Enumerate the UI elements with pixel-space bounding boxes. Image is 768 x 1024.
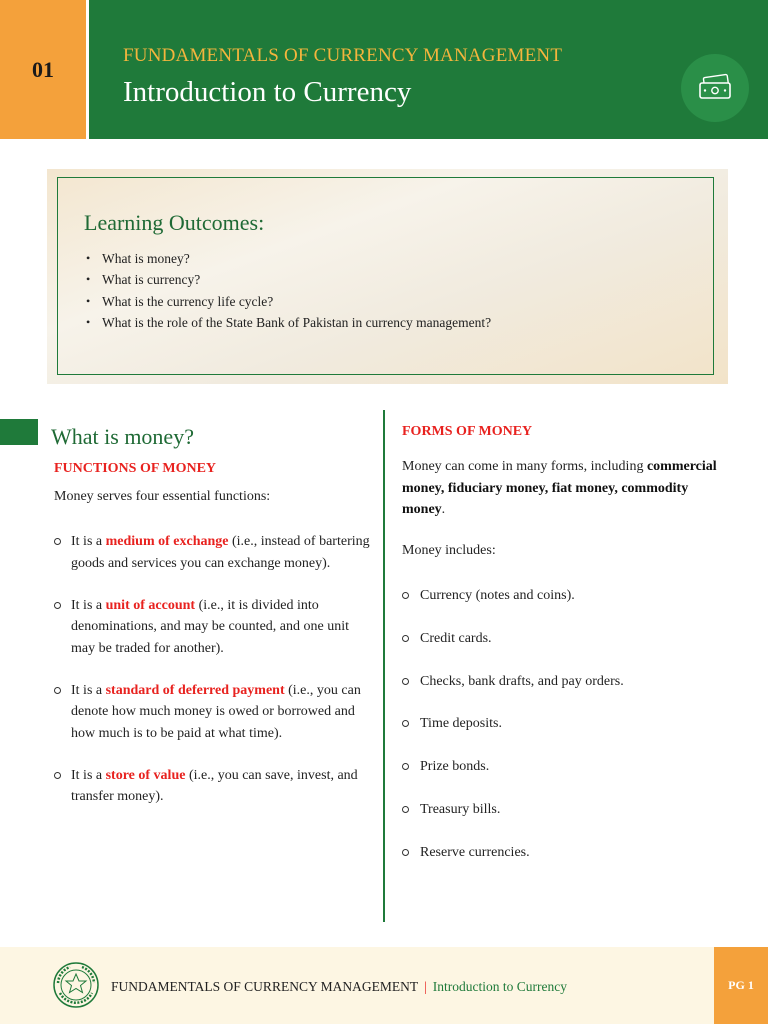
- function-term: standard of deferred payment: [105, 682, 285, 698]
- function-item: [54, 765, 370, 808]
- includes-item-text: Time deposits.: [420, 716, 502, 732]
- includes-item-text: Checks, bank drafts, and pay orders.: [420, 673, 624, 689]
- includes-list: [402, 585, 624, 885]
- forms-heading: FORMS OF MONEY: [402, 424, 533, 439]
- includes-item: [402, 756, 624, 799]
- circle-bullet-icon: [402, 592, 409, 599]
- footer-book-title: FUNDAMENTALS OF CURRENCY MANAGEMENT: [111, 979, 419, 994]
- state-bank-seal-icon: [52, 961, 100, 1009]
- header-subtitle: FUNDAMENTALS OF CURRENCY MANAGEMENT: [123, 45, 563, 66]
- page-number: PG 1: [728, 978, 754, 992]
- footer: [0, 947, 768, 1024]
- function-prefix: It is a: [71, 767, 106, 783]
- includes-item-text: Credit cards.: [420, 630, 492, 646]
- page-title: Introduction to Currency: [123, 76, 412, 108]
- function-description: (i.e., you can denote how much money is owed or borrowed and how much is to be paid at what time).: [71, 682, 361, 741]
- circle-bullet-icon: [54, 602, 61, 609]
- includes-item: [402, 585, 624, 628]
- function-description: (i.e., instead of bartering goods and services you can exchange money).: [71, 534, 370, 571]
- forms-intro-suffix: .: [441, 502, 446, 517]
- circle-bullet-icon: [402, 763, 409, 770]
- footer-chapter-title: Introduction to Currency: [432, 979, 567, 994]
- functions-heading: FUNCTIONS OF MONEY: [54, 461, 217, 476]
- forms-intro-prefix: Money can come in many forms, including: [402, 459, 647, 474]
- function-term: store of value: [105, 767, 186, 783]
- forms-list-bold: commercial money, fiduciary money, fiat money, commodity money: [402, 459, 717, 517]
- includes-item-text: Currency (notes and coins).: [420, 588, 575, 603]
- function-prefix: It is a: [71, 534, 106, 549]
- circle-bullet-icon: [402, 678, 409, 685]
- learning-outcome-item: • What is money?: [84, 248, 491, 269]
- function-item: [54, 680, 370, 745]
- functions-intro: Money serves four essential functions:: [54, 489, 271, 504]
- learning-outcomes-frame: [57, 177, 714, 375]
- includes-item: [402, 799, 624, 842]
- learning-outcomes-list: [84, 248, 491, 333]
- function-prefix: It is a: [71, 682, 106, 698]
- learning-outcome-item: • What is the role of the State Bank of Pakistan in currency management?: [84, 312, 491, 333]
- includes-item-text: Reserve currencies.: [420, 844, 530, 860]
- function-term: medium of exchange: [105, 534, 229, 549]
- header-band: [89, 0, 768, 139]
- circle-bullet-icon: [54, 538, 61, 545]
- function-term: unit of account: [105, 597, 196, 613]
- section-marker: [0, 419, 38, 445]
- includes-item-text: Prize bonds.: [420, 759, 490, 775]
- learning-outcomes-title: Learning Outcomes:: [84, 210, 265, 235]
- circle-bullet-icon: [402, 635, 409, 642]
- column-divider: [383, 410, 385, 922]
- learning-outcome-item: • What is the currency life cycle?: [84, 291, 491, 312]
- forms-intro: [402, 456, 722, 521]
- functions-list: [54, 531, 370, 828]
- function-description: (i.e., you can save, invest, and transfer money).: [71, 767, 358, 804]
- function-item: [54, 531, 370, 574]
- includes-item: [402, 671, 624, 714]
- chapter-number-box: [0, 0, 86, 139]
- footer-text: [111, 979, 567, 995]
- section-title: What is money?: [51, 424, 194, 449]
- footer-separator: |: [424, 979, 427, 994]
- chapter-number: 01: [32, 56, 54, 82]
- circle-bullet-icon: [54, 772, 61, 779]
- learning-outcome-item: • What is currency?: [84, 269, 491, 290]
- function-item: [54, 595, 370, 660]
- function-prefix: It is a: [71, 597, 106, 613]
- includes-label: Money includes:: [402, 543, 496, 558]
- circle-bullet-icon: [402, 806, 409, 813]
- includes-item: [402, 713, 624, 756]
- function-description: (i.e., it is divided into denominations, and may be counted, and one unit may be traded for another).: [71, 597, 349, 656]
- includes-item: [402, 842, 624, 885]
- includes-item: [402, 628, 624, 671]
- page-number-box: [714, 947, 768, 1024]
- learning-outcomes-panel: [47, 169, 728, 384]
- banknote-icon: [681, 54, 749, 122]
- circle-bullet-icon: [402, 720, 409, 727]
- includes-item-text: Treasury bills.: [420, 801, 501, 817]
- circle-bullet-icon: [54, 687, 61, 694]
- circle-bullet-icon: [402, 849, 409, 856]
